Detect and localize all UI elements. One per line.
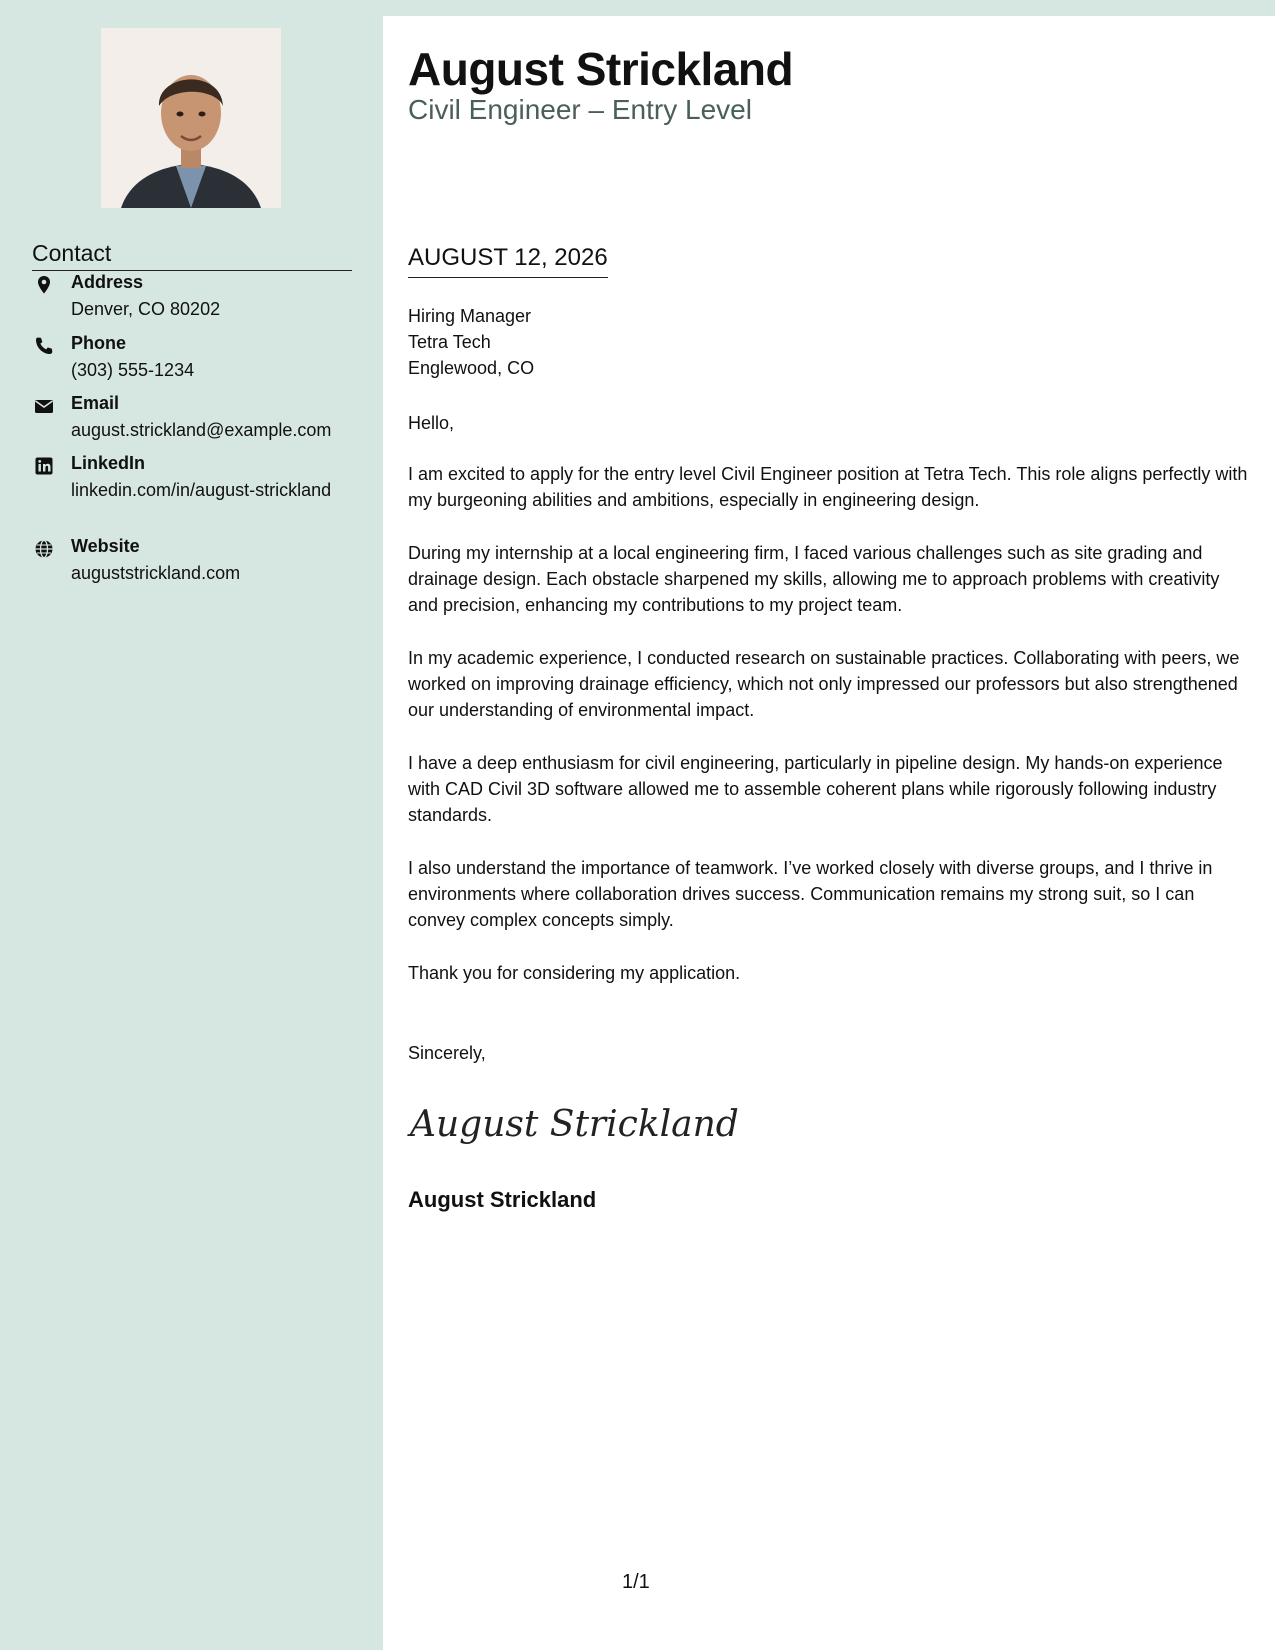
letter-paragraph: I am excited to apply for the entry level Civil Engineer position at Tetra Tech. This role aligns perfectly with my burgeoning abilities and ambitions, especially in engineering design. (408, 464, 1248, 510)
recipient-line: Tetra Tech (408, 332, 491, 352)
letter-body (408, 410, 1253, 1013)
contact-label: Address (71, 272, 144, 292)
signed-name: August Strickland (408, 1187, 597, 1212)
page-number: 1/1 (622, 1571, 650, 1593)
phone-icon (34, 336, 54, 356)
letter-paragraph: In my academic experience, I conducted research on sustainable practices. Collaborating with peers, we worked on improving drainage efficiency, which not only impressed our professors but also strengthened our understanding of environmental impact. (408, 648, 1240, 720)
recipient-block (408, 303, 534, 381)
globe-icon (34, 539, 54, 559)
contact-label: Email (71, 393, 120, 413)
letter-date: AUGUST 12, 2026 (408, 244, 608, 278)
contact-label: Phone (71, 333, 127, 353)
letter-paragraph: During my internship at a local engineering firm, I faced various challenges such as site grading and drainage design. Each obstacle sharpened my skills, allowing me to approach problems with creativity and precision, enhancing my contributions to my project team. (408, 543, 1220, 615)
job-title: Civil Engineer – Entry Level (408, 94, 752, 125)
signature-text: August Strickland (410, 1104, 739, 1145)
contact-value: linkedin.com/in/august-strickland (71, 480, 332, 500)
contact-value: august.strickland@example.com (71, 420, 332, 440)
letter-paragraph: I have a deep enthusiasm for civil engineering, particularly in pipeline design. My hands-on experience with CAD Civil 3D software allowed me to assemble coherent plans while rigorously following industry standards. (408, 753, 1223, 825)
recipient-line: Englewood, CO (408, 358, 535, 378)
letter-paragraph: Thank you for considering my application. (408, 963, 741, 983)
contact-heading: Contact (32, 240, 352, 271)
recipient-line: Hiring Manager (408, 306, 532, 326)
contact-label: LinkedIn (71, 453, 146, 473)
applicant-name: August Strickland (408, 43, 794, 95)
envelope-icon (34, 396, 54, 416)
profile-photo (101, 28, 281, 208)
contact-value: auguststrickland.com (71, 563, 241, 583)
contact-label: Website (71, 536, 140, 556)
linkedin-icon (34, 456, 54, 476)
closing: Sincerely, (408, 1043, 486, 1063)
greeting: Hello, (408, 413, 455, 433)
contact-value: Denver, CO 80202 (71, 299, 221, 319)
signature (408, 1098, 739, 1153)
letter-paragraph: I also understand the importance of teamwork. I’ve worked closely with diverse groups, and I thrive in environments where collaboration drives success. Communication remains my strong suit, so I can convey complex concepts simply. (408, 858, 1213, 930)
location-pin-icon (34, 275, 54, 295)
top-band (383, 0, 1275, 16)
contact-value: (303) 555-1234 (71, 360, 195, 380)
